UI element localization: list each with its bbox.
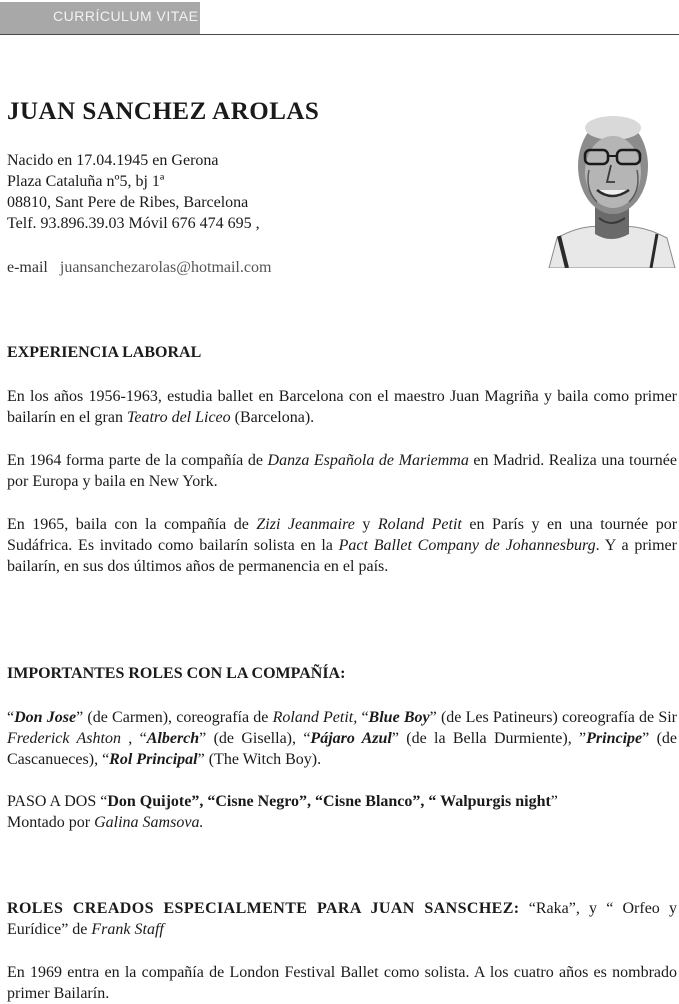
mounted-by-line: Montado por Galina Samsova. (7, 814, 204, 831)
experience-paragraph-3: En 1965, baila con la compañía de Zizi Jeanmaire y Roland Petit en París y en una tournée por Sudáfrica. Es invitado como bailarín solista en la Pact Ballet Company de Johannesburg. Y a primer bailarín, en sus dos últimos años de permanencia en el país. (7, 516, 678, 575)
later-career-paragraph: En 1969 entra en la compañía de London Festival Ballet como solista. A los cuatro años es nombrado primer Bailarín. (7, 964, 677, 1002)
section-roles-heading: IMPORTANTES ROLES CON LA COMPAÑÍA: (7, 665, 346, 682)
header-title: CURRÍCULUM VITAE (53, 8, 199, 24)
portrait-photo (545, 110, 677, 268)
birth-info: Nacido en 17.04.1945 en Gerona (7, 152, 219, 169)
phone-line: Telf. 93.896.39.03 Móvil 676 474 695 , (7, 215, 260, 232)
address-line-1: Plaza Cataluña nº5, bj 1ª (7, 173, 165, 190)
experience-paragraph-1: En los años 1956-1963, estudia ballet en Barcelona con el maestro Juan Magriña y baila como primer bailarín en el gran Teatro del Liceo (Barcelona). (7, 388, 677, 426)
email-label: e-mail (7, 259, 48, 276)
email-line (7, 258, 271, 278)
header-rule (0, 34, 679, 35)
person-name: JUAN SANCHEZ AROLAS (7, 98, 320, 125)
created-roles-paragraph: ROLES CREADOS ESPECIALMENTE PARA JUAN SANSCHEZ: “Raka”, y “ Orfeo y Eurídice” de Frank Staff (7, 900, 677, 938)
section-experience-heading: EXPERIENCIA LABORAL (7, 344, 202, 361)
roles-paragraph: “Don Jose” (de Carmen), coreografía de Roland Petit, “Blue Boy” (de Les Patineurs) coreografía de Sir Frederick Ashton , “Alberch” (de Gisella), “Pájaro Azul” (de la Bella Durmiente), ”Principe” (de Cascanueces), “Rol Principal” (The Witch Boy). (7, 709, 678, 768)
pas-a-dos-line: PASO A DOS “Don Quijote”, “Cisne Negro”, “Cisne Blanco”, “ Walpurgis night” (7, 793, 558, 810)
experience-paragraph-2: En 1964 forma parte de la compañía de Danza Española de Mariemma en Madrid. Realiza una tournée por Europa y baila en New York. (7, 452, 677, 490)
address-line-2: 08810, Sant Pere de Ribes, Barcelona (7, 194, 249, 211)
section-created-heading: ROLES CREADOS ESPECIALMENTE PARA JUAN SANSCHEZ: (7, 900, 520, 917)
email-address[interactable]: juansanchezarolas@hotmail.com (59, 259, 272, 276)
